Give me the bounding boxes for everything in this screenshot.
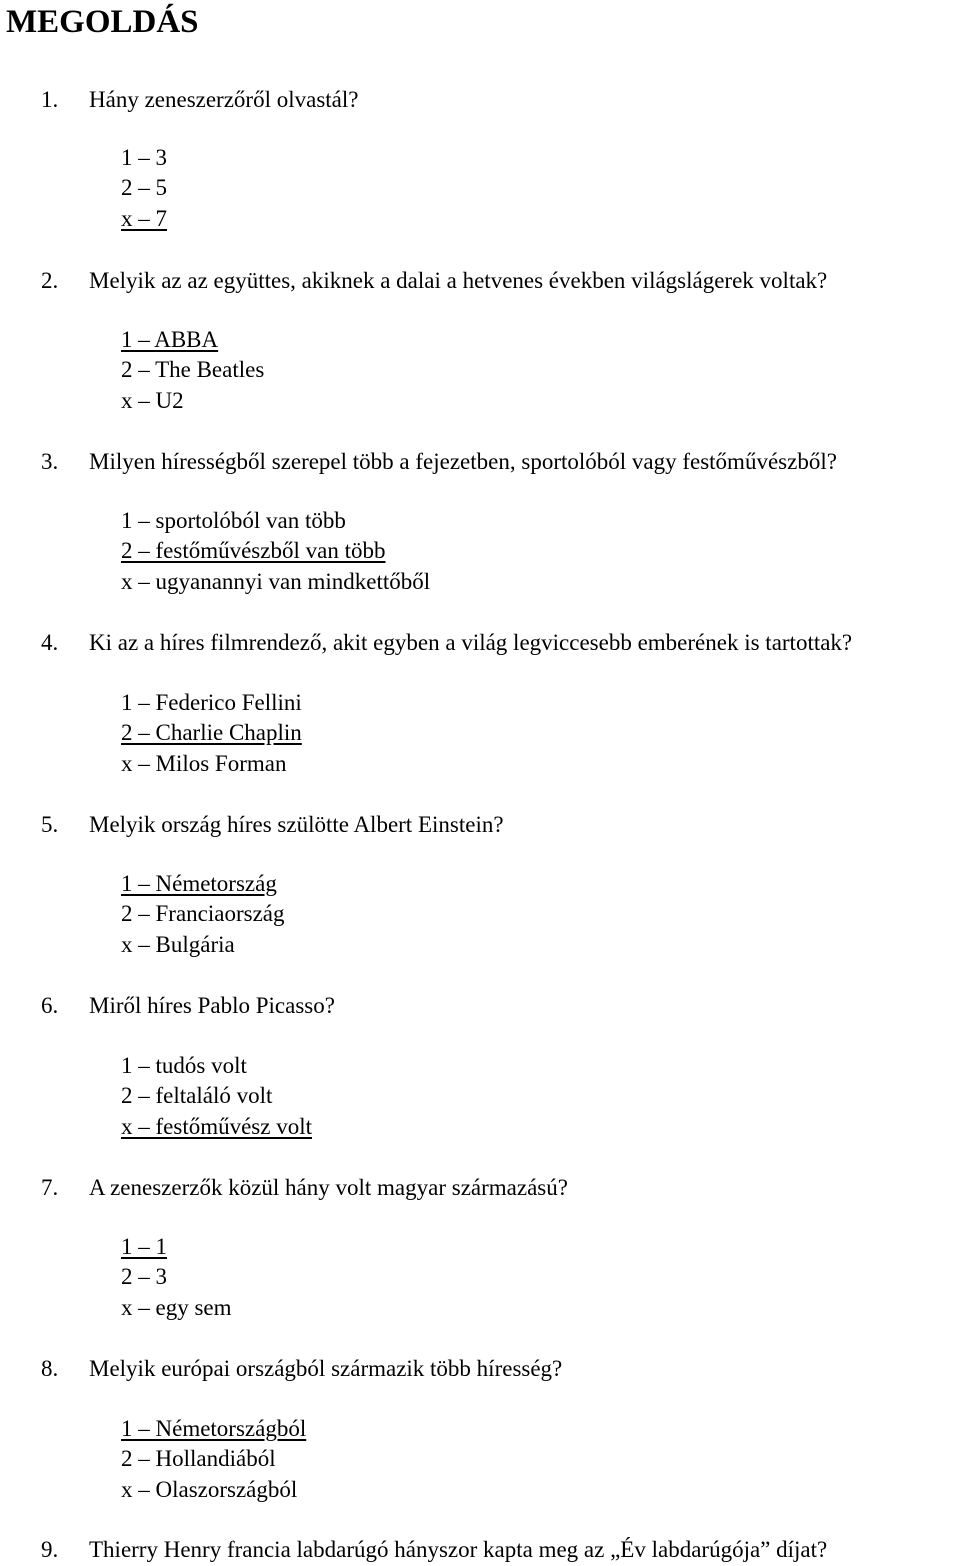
question-6 bbox=[41, 992, 335, 1020]
question-1 bbox=[41, 86, 358, 114]
question-4 bbox=[41, 629, 852, 657]
option-2: 2 – Hollandiából bbox=[121, 1446, 276, 1472]
question-text: Milyen hírességből szerepel több a fejezetben, sportolóból vagy festőművészből? bbox=[89, 449, 837, 474]
option-x: x – egy sem bbox=[121, 1294, 232, 1320]
question-number: 7. bbox=[41, 1175, 59, 1200]
option-1: 1 – tudós volt bbox=[121, 1053, 247, 1078]
option-2: 2 – Franciaország bbox=[121, 901, 285, 927]
question-number: 4. bbox=[41, 630, 59, 655]
option-2: 2 – The Beatles bbox=[121, 357, 265, 383]
option-1-correct: 1 – ABBA bbox=[121, 327, 219, 352]
option-x: x – Milos Forman bbox=[121, 750, 287, 776]
option-x: x – U2 bbox=[121, 387, 184, 413]
option-2: 2 – 3 bbox=[121, 1264, 167, 1290]
options-8 bbox=[121, 1414, 306, 1505]
question-text: A zeneszerzők közül hány volt magyar származású? bbox=[89, 1175, 568, 1200]
options-4 bbox=[121, 688, 302, 779]
question-number: 3. bbox=[41, 449, 59, 474]
options-5 bbox=[121, 869, 285, 960]
option-x: x – Olaszországból bbox=[121, 1476, 298, 1502]
question-8 bbox=[41, 1355, 562, 1383]
question-text: Melyik ország híres szülötte Albert Einstein? bbox=[89, 812, 504, 837]
option-x-correct: x – festőművész volt bbox=[121, 1113, 312, 1139]
options-1 bbox=[121, 143, 167, 234]
option-2-correct: 2 – Charlie Chaplin bbox=[121, 720, 302, 746]
question-number: 6. bbox=[41, 993, 59, 1018]
options-7 bbox=[121, 1232, 232, 1323]
question-number: 8. bbox=[41, 1356, 59, 1381]
option-2: 2 – feltaláló volt bbox=[121, 1083, 273, 1109]
question-text: Thierry Henry francia labdarúgó hányszor kapta meg az „Év labdarúgója” díjat? bbox=[89, 1537, 828, 1562]
question-number: 1. bbox=[41, 87, 59, 112]
option-1-correct: 1 – Németország bbox=[121, 871, 277, 896]
question-number: 5. bbox=[41, 812, 59, 837]
question-text: Melyik európai országból származik több híresség? bbox=[89, 1356, 563, 1381]
question-2 bbox=[41, 267, 827, 295]
question-text: Melyik az az együttes, akiknek a dalai a hetvenes években világslágerek voltak? bbox=[89, 268, 828, 293]
question-number: 2. bbox=[41, 268, 59, 293]
option-x: x – Bulgária bbox=[121, 931, 235, 957]
question-text: Ki az a híres filmrendező, akit egyben a világ legviccesebb emberének is tartottak? bbox=[89, 630, 853, 655]
option-1-correct: 1 – Németországból bbox=[121, 1416, 307, 1441]
option-x-correct: x – 7 bbox=[121, 205, 167, 231]
option-x: x – ugyanannyi van mindkettőből bbox=[121, 568, 431, 594]
option-2-correct: 2 – festőművészből van több bbox=[121, 538, 386, 564]
option-1: 1 – Federico Fellini bbox=[121, 690, 302, 715]
option-2: 2 – 5 bbox=[121, 175, 167, 201]
page-title: MEGOLDÁS bbox=[6, 4, 199, 40]
question-5 bbox=[41, 811, 504, 839]
option-1-correct: 1 – 1 bbox=[121, 1234, 167, 1259]
options-3 bbox=[121, 506, 430, 597]
options-6 bbox=[121, 1051, 312, 1142]
question-number: 9. bbox=[41, 1537, 59, 1562]
option-1: 1 – 3 bbox=[121, 145, 167, 170]
question-3 bbox=[41, 448, 837, 476]
question-text: Miről híres Pablo Picasso? bbox=[89, 993, 335, 1018]
question-9 bbox=[41, 1536, 827, 1564]
option-1: 1 – sportolóból van több bbox=[121, 508, 346, 533]
options-2 bbox=[121, 325, 264, 416]
question-7 bbox=[41, 1174, 568, 1202]
question-text: Hány zeneszerzőről olvastál? bbox=[89, 87, 359, 112]
